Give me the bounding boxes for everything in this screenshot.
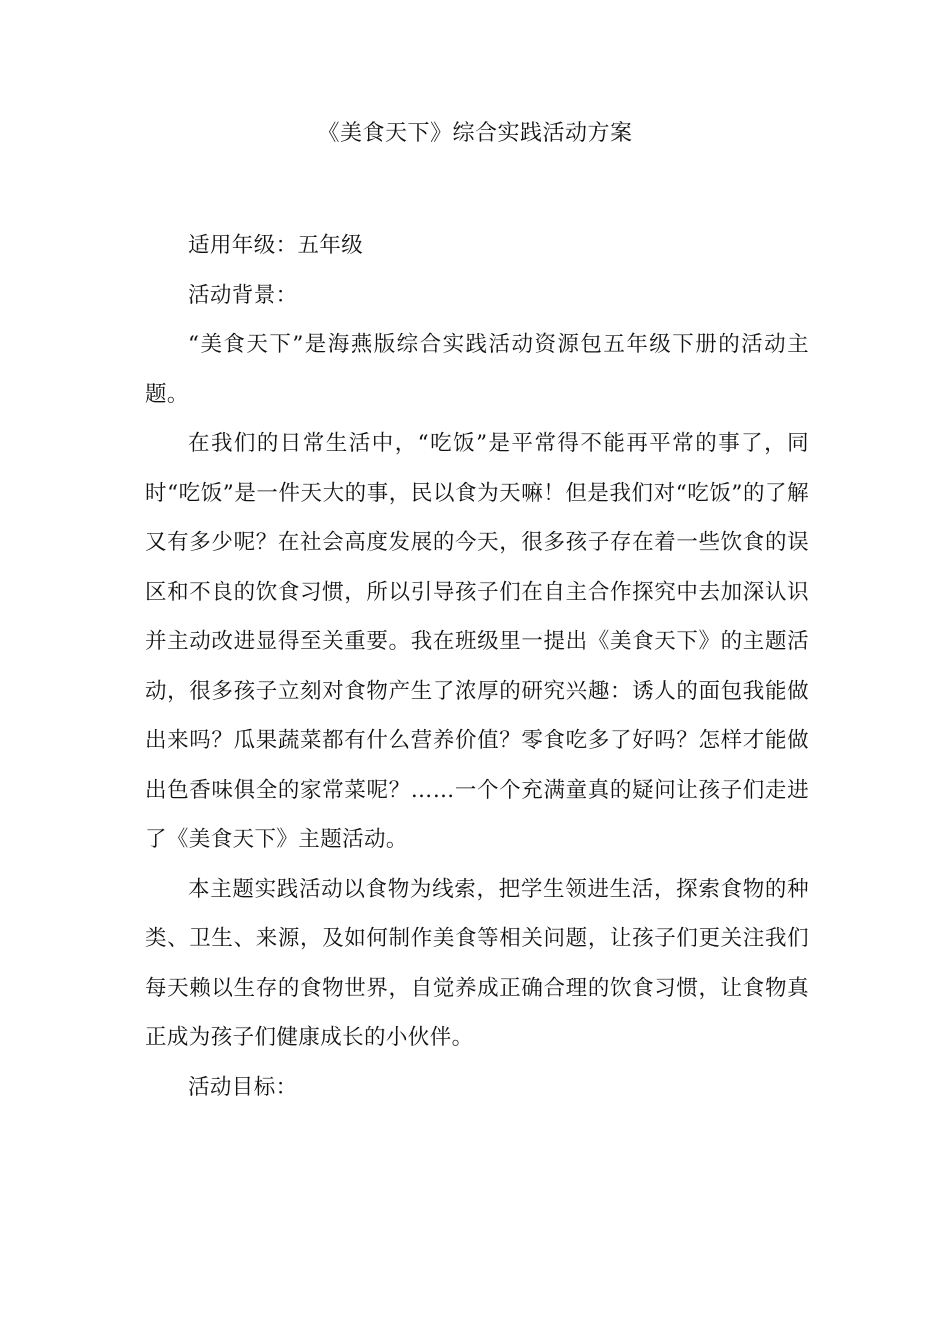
paragraph-activity-summary: 本主题实践活动以食物为线索，把学生领进生活，探索食物的种类、卫生、来源，及如何制作美食等相关问题，让孩子们更关注我们每天赖以生存的食物世界，自觉养成正确合理的饮食习惯，让食物真正成为孩子们健康成长的小伙伴。 [145,876,809,1050]
grade-line: 适用年级：五年级 [188,233,364,258]
objectives-heading: 活动目标： [188,1074,298,1100]
background-heading: 活动背景： [188,282,298,308]
paragraph-daily-life: 在我们的日常生活中，“吃饭”是平常得不能再平常的事了，同时“吃饭”是一件天大的事，民以食为天嘛！但是我们对“吃饭”的了解又有多少呢？在社会高度发展的今天，很多孩子存在着一些饮食的误区和不良的饮食习惯，所以引导孩子们在自主合作探究中去加深认识并主动改进显得至关重要。我在班级里一提出《美食天下》的主题活动，很多孩子立刻对食物产生了浓厚的研究兴趣：诱人的面包我能做出来吗？瓜果蔬菜都有什么营养价值？零食吃多了好吗？怎样才能做出色香味俱全的家常菜呢？……一个个充满童真的疑问让孩子们走进了《美食天下》主题活动。 [145,431,809,852]
paragraph-topic-intro: “美食天下”是海燕版综合实践活动资源包五年级下册的活动主题。 [145,332,809,407]
document-body [145,221,809,1112]
document-title: 《美食天下》综合实践活动方案 [317,121,633,146]
